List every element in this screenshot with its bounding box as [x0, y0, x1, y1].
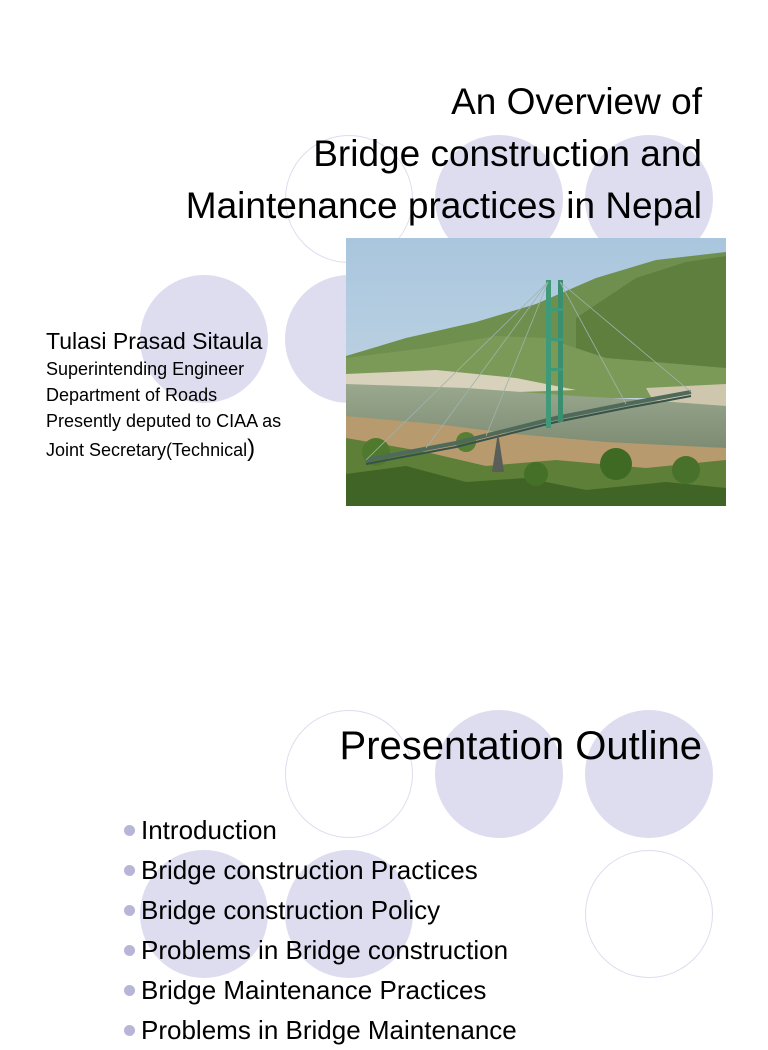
decorative-circle — [585, 850, 713, 978]
list-item — [124, 850, 517, 890]
bridge-photo-illustration — [346, 238, 726, 506]
bullet-icon — [124, 1025, 135, 1036]
list-item-text: Problems in Bridge Maintenance — [141, 1015, 517, 1045]
slide-title — [186, 76, 702, 232]
outline-title: Presentation Outline — [339, 724, 702, 768]
outline-slide — [0, 660, 768, 1045]
list-item — [124, 810, 517, 850]
bullet-icon — [124, 985, 135, 996]
title-line: Maintenance practices in Nepal — [185, 185, 702, 226]
bullet-icon — [124, 865, 135, 876]
list-item-text: Problems in Bridge construction — [141, 935, 509, 965]
author-position: Superintending Engineer — [46, 359, 245, 379]
bullet-icon — [124, 905, 135, 916]
list-item — [124, 890, 517, 930]
title-line: An Overview of — [451, 81, 702, 122]
author-name: Tulasi Prasad Sitaula — [46, 328, 263, 354]
bullet-icon — [124, 825, 135, 836]
list-item — [124, 970, 517, 1010]
list-item-text: Bridge construction Practices — [141, 855, 478, 885]
author-secretary-text: Joint Secretary(Technical — [46, 440, 248, 460]
author-secretary — [46, 434, 281, 465]
list-item — [124, 1010, 517, 1050]
list-item-text: Bridge Maintenance Practices — [141, 975, 487, 1005]
author-department: Department of Roads — [46, 385, 218, 405]
author-block — [46, 326, 281, 465]
title-line: Bridge construction and — [313, 133, 702, 174]
list-item-text: Bridge construction Policy — [141, 895, 441, 925]
closing-paren: ) — [247, 435, 256, 462]
author-deputation: Presently deputed to CIAA as — [46, 411, 282, 431]
outline-list — [124, 810, 517, 1050]
list-item-text: Introduction — [141, 815, 277, 845]
bullet-icon — [124, 945, 135, 956]
bridge-photo — [346, 238, 726, 506]
list-item — [124, 930, 517, 970]
